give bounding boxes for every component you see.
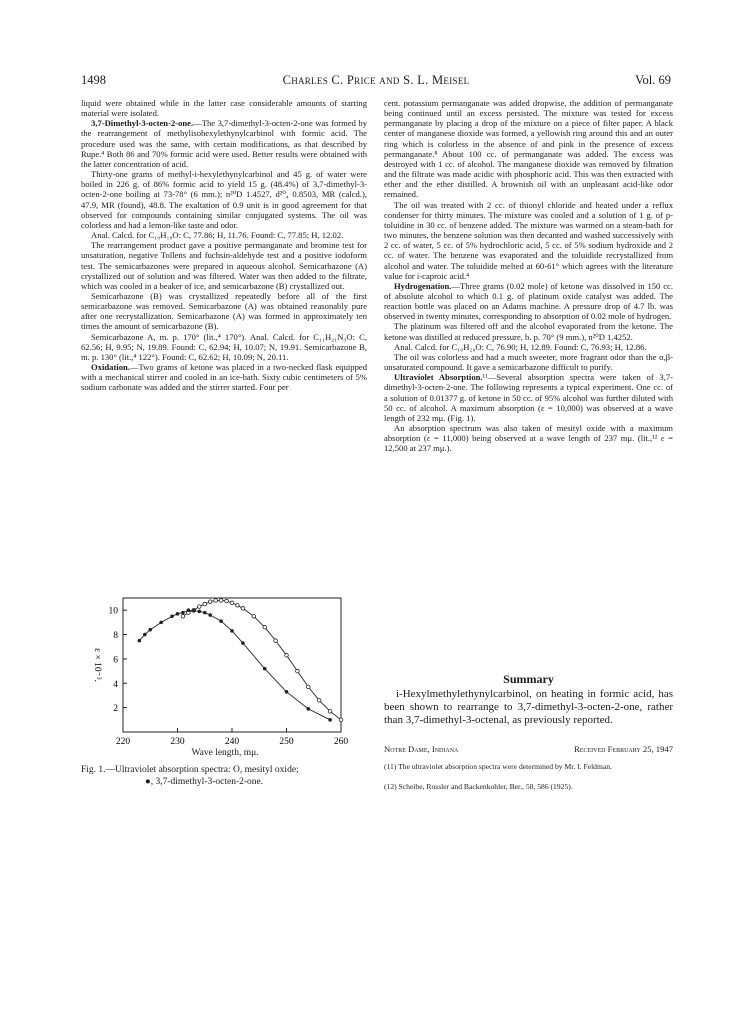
data-point-open — [328, 709, 332, 713]
paragraph-text: The platinum was filtered off and the alcohol evaporated from the ketone. The ketone was distilled at reduced pressure, b. p. 70° (9 mm.), n²⁰D 1.4252. — [384, 321, 673, 342]
paragraph-text: Thirty-one grams of methyl-i-hexylethynylcarbinol and 45 g. of water were boiled in 226 g. of 86% formic acid to yield 15 g. (48.4%) of 3,7-dimethyl-3-octen-2-one boiling at 73-78° (6 mm.); n²⁰D 1.4527, d²⁰₄ 0.8503, MR (calcd.), 47.9, MR (found), 48.8. The exaltation of 0.9 unit is in good agreement for that observed for compounds containing similar conjugated systems. The oil was colorless and had a lemon-like taste and odor. — [81, 169, 367, 230]
y-tick-label: 8 — [113, 631, 118, 642]
data-point-open — [307, 685, 311, 689]
paragraph — [384, 98, 673, 200]
data-point-open — [339, 718, 343, 722]
data-point-open — [241, 607, 245, 611]
paragraph-text: ¹¹—Several absorption spectra were taken of 3,7-dimethyl-3-octen-2-one. The following represents a typical experiment. One cc. of a solution of 0.01377 g. of ketone in 50 cc. of 95% alcohol was further diluted with 50 cc. of alcohol. A maximum absorption (ε = 10,000) was observed at a wave length of 232 mμ. (Fig. 1). — [384, 372, 673, 423]
data-point-filled — [307, 707, 311, 711]
data-point-open — [274, 639, 278, 643]
data-point-filled — [176, 612, 180, 616]
x-tick-label: 260 — [333, 737, 349, 747]
data-point-filled — [192, 609, 196, 613]
received-date: Received February 25, 1947 — [574, 744, 673, 754]
y-tick-label: 10 — [108, 606, 118, 617]
paragraph — [384, 321, 673, 341]
section-heading: Oxidation. — [91, 362, 130, 373]
data-point-filled — [138, 639, 142, 643]
data-point-open — [214, 599, 218, 603]
data-point-filled — [241, 641, 245, 645]
caption-line-2: ●, 3,7-dimethyl-3-octen-2-one. — [145, 777, 264, 787]
section-heading: Hydrogenation. — [394, 280, 452, 291]
right-column — [384, 98, 673, 453]
data-point-filled — [148, 628, 152, 632]
y-axis-label: ε × 10⁻³. — [92, 648, 102, 682]
y-tick-label: 2 — [113, 704, 118, 715]
data-point-open — [296, 669, 300, 673]
data-point-filled — [203, 611, 207, 615]
data-point-open — [198, 605, 202, 609]
x-tick-label: 230 — [170, 737, 185, 747]
data-point-filled — [181, 611, 185, 615]
data-point-open — [317, 699, 321, 703]
paragraph — [384, 200, 673, 281]
paragraph — [81, 362, 367, 392]
paragraph — [384, 342, 673, 352]
left-column — [81, 98, 367, 393]
y-tick-label: 4 — [113, 679, 118, 690]
summary-heading: Summary — [503, 672, 554, 686]
paragraph — [81, 118, 367, 169]
x-tick-label: 240 — [224, 737, 240, 747]
paragraph-text: —Two grams of ketone was placed in a two-necked flask equipped with a mechanical stirrer and cooled in an ice-bath. Sixty cubic centimeters of 5% sodium carbonate was added and the stirrer started. Four per — [81, 362, 367, 393]
data-point-filled — [159, 621, 163, 625]
page-number: 1498 — [81, 73, 106, 87]
paragraph-text: Semicarbazone A, m. p. 170° (lit.,⁴ 170°). Anal. Calcd. for C₁₁H₂₁N₃O: C, 62.56; H, 9.95; N, 19.89. Found: C, 62.94; H, 10.07; N, 19.91. Semicarbazone B, m. p. 130° (lit.,⁴ 122°). Found: C, 62.62; H, 10.09; N, 20.11. — [81, 331, 367, 362]
data-point-filled — [328, 718, 332, 722]
data-point-filled — [230, 629, 234, 633]
paragraph-text: An absorption spectrum was also taken of mesityl oxide with a maximum absorption (ε = 11,000) being observed at a wave length of 237 mμ. (lit.,¹² ε = 12,500 at 237 mμ.). — [384, 423, 673, 454]
paragraph — [81, 98, 367, 118]
absorption-chart — [81, 594, 369, 750]
figure-caption — [81, 764, 369, 788]
paragraph-text: —Three grams (0.02 mole) of ketone was dissolved in 150 cc. of absolute alcohol to which 0.1 g. of platinum oxide catalyst was added. The reaction bottle was placed on an Adams machine. A pressure drop of 4.7 lb. was observed in twenty minutes, corresponding to absorption of 0.02 mole of hydrogen. — [384, 280, 673, 322]
paragraph-text: Anal. Calcd. for C₁₀H₁₈O: C, 77.86; H, 11.76. Found: C, 77.85; H, 12.02. — [91, 230, 344, 241]
paragraph — [81, 230, 367, 240]
paragraph-text: The oil was colorless and had a much sweeter, more fragrant odor than the α,β-unsaturated compound. It gave a semicarbazone difficult to purify. — [384, 351, 673, 373]
data-point-filled — [219, 619, 223, 623]
x-axis-label: Wave length, mμ. — [191, 748, 259, 758]
y-tick-label: 6 — [113, 655, 118, 666]
section-heading: Ultraviolet Absorption. — [394, 372, 483, 383]
data-point-filled — [170, 614, 174, 618]
caption-line-1: Fig. 1.—Ultraviolet absorption spectra: O, mesityl oxide; — [81, 765, 299, 775]
data-point-open — [225, 599, 229, 603]
data-point-filled — [187, 608, 191, 612]
data-point-filled — [285, 690, 289, 694]
data-point-open — [230, 601, 234, 605]
series-line-filled-circle — [139, 610, 330, 720]
data-point-open — [219, 599, 223, 603]
data-point-open — [203, 602, 207, 606]
data-point-open — [208, 600, 212, 604]
paragraph — [81, 332, 367, 362]
series-line-open-circle — [183, 600, 341, 719]
data-point-filled — [208, 613, 212, 617]
paragraph — [81, 291, 367, 332]
data-point-open — [252, 614, 256, 618]
paragraph-text: The oil was treated with 2 cc. of thionyl chloride and heated under a reflux condenser for thirty minutes. The mixture was cooled and a solution of 1 g. of p-toluidine in 30 cc. of benzene added. The mixture was warmed on a steam-bath for two minutes, the benzene solution was then decanted and washed successively with 2 cc. of water, 5 cc. of 5% hydrochloric acid, 5 cc. of 5% sodium hydroxide and 2 cc. of water. The benzene was evaporated and the toluidide recrystallized from alcohol and water. The toluidide melted at 60-61° which agrees with the literature value for i-caproic acid.⁴ — [384, 199, 673, 281]
footnote-12: (12) Scheibe, Rossler and Backenkohler, Ber., 58, 586 (1925). — [384, 782, 573, 791]
affiliation-place: Notre Dame, Indiana — [384, 744, 459, 754]
volume-number: Vol. 69 — [635, 73, 671, 87]
plot-frame — [123, 598, 341, 732]
data-point-filled — [198, 610, 202, 614]
summary-text: i-Hexylmethylethynylcarbinol, on heating in formic acid, has been shown to rearrange to 3,7-dimethyl-3-octen-2-one, rather than 3,7-dimethyl-3-octenal, as previously reported. — [384, 688, 673, 726]
x-tick-label: 220 — [115, 737, 131, 747]
paragraph-text: Anal. Calcd. for C₁₀H₂₀O: C, 76.90; H, 12.89. Found: C, 76.93; H, 12.86. — [394, 341, 647, 352]
paragraph-text: Semicarbazone (B) was crystallized repeatedly before all of the first semicarbazone was removed. Semicarbazone (A) was obtained reasonably pure after one recrystallization. Semicarbazone (A) was formed in approximately ten times the amount of semicarbazone (B). — [81, 290, 367, 332]
data-point-open — [236, 604, 240, 608]
paragraph — [384, 372, 673, 423]
figure-1 — [81, 594, 369, 787]
page-header — [81, 73, 671, 89]
data-point-open — [181, 614, 185, 618]
data-point-open — [263, 625, 267, 629]
footnote-11: (11) The ultraviolet absorption spectra were determined by Mr. I. Feldman. — [384, 762, 612, 771]
paragraph-text: The rearrangement product gave a positive permanganate and bromine test for unsaturation, negative Tollens and fuchsin-aldehyde test and a positive iodoform test. The semicarbazones were prepared in aqueous alcohol. Semicarbazone (A) crystallized out of solution and was filtered. Water was then added to the filtrate, which was cooled in a beaker of ice, and semicarbazone (B) crystallized out. — [81, 240, 367, 291]
data-point-filled — [143, 633, 147, 637]
paragraph — [384, 423, 673, 453]
paragraph-text: liquid were obtained while in the latter case considerable amounts of starting material were isolated. — [81, 98, 367, 119]
affiliation — [384, 744, 673, 754]
paragraph-text: —The 3,7-dimethyl-3-octen-2-one was formed by the rearrangement of methylisohexylethynylcarbinol with formic acid. The procedure used was the same, with certain modifications, as that described by Rupe.⁴ Both 86 and 70% formic acid were used. Better results were obtained with the latter concentration of acid. — [81, 118, 367, 169]
paragraph — [384, 281, 673, 322]
data-point-open — [285, 653, 289, 657]
paragraph — [81, 169, 367, 230]
data-point-filled — [263, 667, 267, 671]
x-tick-label: 250 — [279, 737, 294, 747]
paragraph — [384, 352, 673, 372]
paragraph — [81, 240, 367, 291]
paragraph-text: cent. potassium permanganate was added dropwise, the addition of permanganate being continued until an excess persisted. The mixture was tested for excess permanganate by placing a drop of the mixture on a piece of filter paper. A black center of manganese dioxide was formed, a yellowish ring around this and an outer ring which is colorless in the absence of and pink in the presence of excess permanganate.⁸ About 100 cc. of permanganate was added. The excess was destroyed with 1 cc. of alcohol. The manganese dioxide was removed by filtration and the filtrate was made acidic with phosphoric acid. This was then extracted with ether and the ether distilled. A brownish oil with an unpleasant acid-like odor remained. — [384, 98, 673, 200]
section-heading: 3,7-Dimethyl-3-octen-2-one. — [91, 118, 194, 129]
running-title: Charles C. Price and S. L. Meisel — [282, 73, 470, 87]
